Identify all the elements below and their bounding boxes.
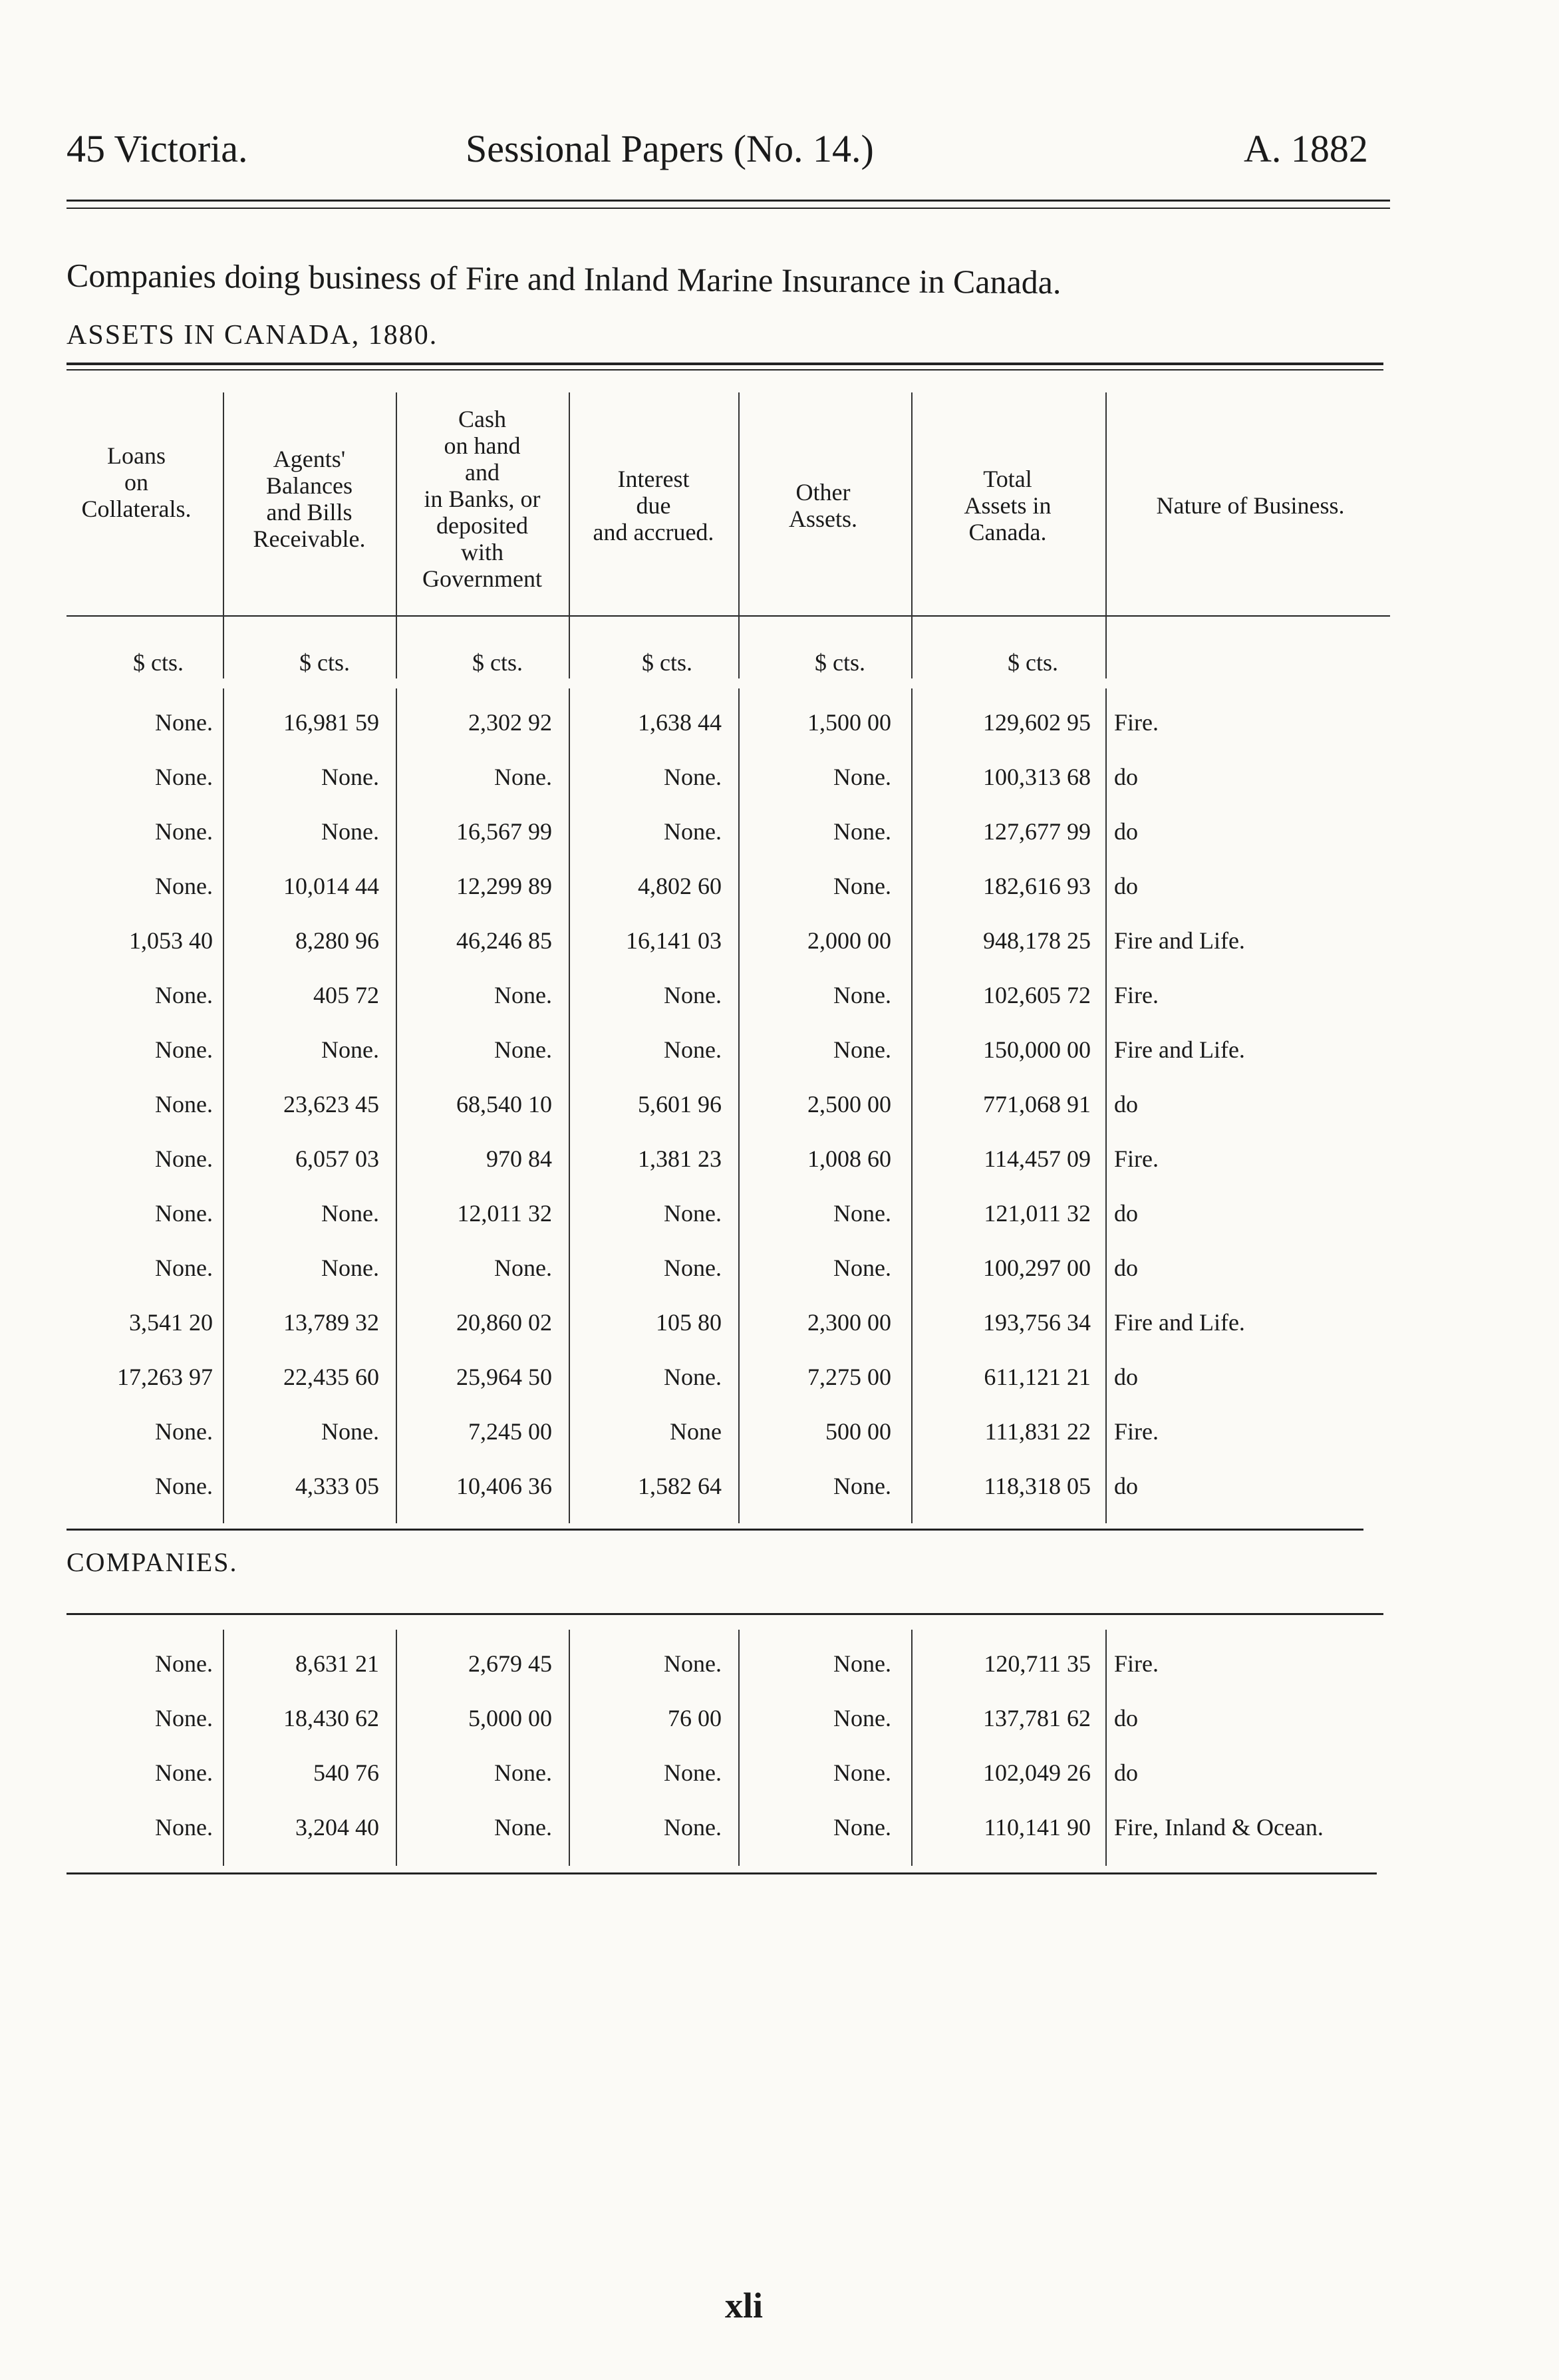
cell-nature: Fire and Life. [1114, 927, 1245, 954]
cell-other: None. [833, 1200, 891, 1227]
cell-agents: None. [321, 1255, 379, 1281]
cell-agents: 3,204 40 [295, 1814, 379, 1841]
cell-other: None. [833, 1705, 891, 1731]
column-divider [223, 1630, 224, 1866]
section2-top-rule [67, 1613, 1383, 1615]
cell-nature: do [1114, 818, 1138, 845]
cell-interest: None. [664, 1036, 722, 1063]
cell-cash: None. [494, 1036, 552, 1063]
column-divider [1105, 1630, 1107, 1866]
unit-other: $ cts. [815, 649, 865, 676]
header-column-divider [1105, 392, 1107, 678]
cell-other: None. [833, 1473, 891, 1499]
cell-nature: Fire. [1114, 982, 1159, 1008]
cell-total: 120,711 35 [984, 1650, 1091, 1677]
cell-cash: 2,302 92 [468, 709, 552, 736]
cell-agents: 13,789 32 [283, 1309, 379, 1336]
cell-loans: None. [155, 1705, 213, 1731]
header-volume: 45 Victoria. [67, 127, 248, 170]
cell-other: 2,300 00 [807, 1309, 891, 1336]
cell-interest: 16,141 03 [626, 927, 722, 954]
cell-total: 182,616 93 [983, 873, 1091, 899]
cell-other: None. [833, 873, 891, 899]
cell-loans: None. [155, 818, 213, 845]
cell-other: 1,008 60 [807, 1145, 891, 1172]
cell-total: 129,602 95 [983, 709, 1091, 736]
cell-nature: do [1114, 764, 1138, 790]
cell-cash: 12,011 32 [457, 1200, 552, 1227]
cell-loans: None. [155, 1759, 213, 1786]
cell-cash: 10,406 36 [456, 1473, 552, 1499]
table-top-rule [67, 363, 1383, 365]
cell-interest: None. [664, 1200, 722, 1227]
header-rule-2 [67, 208, 1390, 209]
cell-agents: 8,631 21 [295, 1650, 379, 1677]
header-column-divider [396, 392, 397, 678]
cell-loans: None. [155, 1650, 213, 1677]
cell-cash: 16,567 99 [456, 818, 552, 845]
cell-nature: Fire, Inland & Ocean. [1114, 1814, 1324, 1841]
cell-nature: do [1114, 1473, 1138, 1499]
header-column-divider [911, 392, 913, 678]
column-divider [396, 688, 397, 1523]
cell-total: 114,457 09 [984, 1145, 1091, 1172]
cell-loans: None. [155, 873, 213, 899]
cell-agents: 4,333 05 [295, 1473, 379, 1499]
col-header-nature: Nature of Business. [1156, 492, 1345, 519]
cell-other: 500 00 [825, 1418, 891, 1445]
cell-cash: 5,000 00 [468, 1705, 552, 1731]
cell-interest: None. [664, 1255, 722, 1281]
cell-cash: 46,246 85 [456, 927, 552, 954]
cell-other: None. [833, 982, 891, 1008]
cell-agents: None. [321, 818, 379, 845]
cell-total: 121,011 32 [984, 1200, 1091, 1227]
cell-other: None. [833, 1255, 891, 1281]
cell-loans: None. [155, 1036, 213, 1063]
col-header-other: Other Assets. [788, 479, 857, 532]
cell-nature: do [1114, 1255, 1138, 1281]
cell-agents: None. [321, 1418, 379, 1445]
cell-cash: 12,299 89 [456, 873, 552, 899]
cell-cash: 20,860 02 [456, 1309, 552, 1336]
cell-total: 111,831 22 [984, 1418, 1091, 1445]
cell-cash: None. [494, 1759, 552, 1786]
cell-cash: None. [494, 982, 552, 1008]
cell-agents: 22,435 60 [283, 1364, 379, 1390]
cell-agents: 16,981 59 [283, 709, 379, 736]
cell-nature: Fire. [1114, 1145, 1159, 1172]
cell-other: None. [833, 1650, 891, 1677]
cell-total: 127,677 99 [983, 818, 1091, 845]
cell-nature: do [1114, 1364, 1138, 1390]
cell-loans: None. [155, 1255, 213, 1281]
unit-interest: $ cts. [642, 649, 692, 676]
cell-loans: None. [155, 1473, 213, 1499]
cell-interest: 1,582 64 [638, 1473, 722, 1499]
cell-cash: 7,245 00 [468, 1418, 552, 1445]
header-column-divider [569, 392, 570, 678]
cell-other: None. [833, 764, 891, 790]
cell-interest: None. [664, 818, 722, 845]
column-divider [738, 1630, 740, 1866]
cell-nature: do [1114, 1705, 1138, 1731]
cell-interest: 4,802 60 [638, 873, 722, 899]
unit-loans: $ cts. [133, 649, 184, 676]
column-divider [738, 688, 740, 1523]
cell-cash: 2,679 45 [468, 1650, 552, 1677]
cell-agents: 6,057 03 [295, 1145, 379, 1172]
unit-total: $ cts. [1008, 649, 1058, 676]
cell-cash: 68,540 10 [456, 1091, 552, 1117]
cell-loans: None. [155, 1418, 213, 1445]
column-divider [911, 688, 913, 1523]
cell-total: 137,781 62 [983, 1705, 1091, 1731]
cell-interest: None. [664, 1759, 722, 1786]
cell-nature: Fire and Life. [1114, 1309, 1245, 1336]
cell-cash: None. [494, 1255, 552, 1281]
page-folio: xli [725, 2286, 764, 2325]
cell-agents: 405 72 [313, 982, 379, 1008]
section1-bottom-rule [67, 1529, 1363, 1531]
cell-agents: 23,623 45 [283, 1091, 379, 1117]
col-header-agents: Agents' Balances and Bills Receivable. [253, 446, 366, 552]
cell-cash: None. [494, 1814, 552, 1841]
cell-total: 611,121 21 [984, 1364, 1091, 1390]
cell-agents: None. [321, 1036, 379, 1063]
unit-cash: $ cts. [472, 649, 523, 676]
header-sessional-papers: Sessional Papers (No. 14.) [466, 127, 874, 170]
cell-agents: None. [321, 1200, 379, 1227]
cell-loans: None. [155, 1200, 213, 1227]
cell-interest: None. [664, 1814, 722, 1841]
column-divider [396, 1630, 397, 1866]
cell-interest: None [670, 1418, 722, 1445]
table-top-rule-2 [67, 369, 1383, 371]
cell-total: 102,049 26 [983, 1759, 1091, 1786]
cell-interest: None. [664, 1364, 722, 1390]
cell-other: None. [833, 1036, 891, 1063]
cell-nature: do [1114, 1200, 1138, 1227]
cell-agents: 10,014 44 [283, 873, 379, 899]
cell-other: 2,000 00 [807, 927, 891, 954]
section2-label: COMPANIES. [67, 1547, 238, 1577]
cell-cash: 970 84 [486, 1145, 552, 1172]
cell-loans: 1,053 40 [129, 927, 213, 954]
col-header-total: Total Assets in Canada. [964, 466, 1052, 545]
cell-interest: None. [664, 982, 722, 1008]
cell-agents: 8,280 96 [295, 927, 379, 954]
cell-other: None. [833, 818, 891, 845]
col-header-loans: Loans on Collaterals. [81, 442, 192, 522]
cell-nature: Fire. [1114, 1418, 1159, 1445]
cell-loans: 3,541 20 [129, 1309, 213, 1336]
header-rule [67, 200, 1390, 202]
cell-total: 100,313 68 [983, 764, 1091, 790]
cell-other: None. [833, 1759, 891, 1786]
column-divider [911, 1630, 913, 1866]
cell-loans: None. [155, 1091, 213, 1117]
cell-interest: 1,381 23 [638, 1145, 722, 1172]
cell-other: 7,275 00 [807, 1364, 891, 1390]
table-subtitle: ASSETS IN CANADA, 1880. [67, 320, 438, 351]
unit-agents: $ cts. [299, 649, 350, 676]
cell-interest: 76 00 [668, 1705, 722, 1731]
cell-loans: None. [155, 709, 213, 736]
col-header-cash: Cash on hand and in Banks, or deposited with Government [422, 406, 542, 592]
cell-nature: Fire and Life. [1114, 1036, 1245, 1063]
cell-nature: Fire. [1114, 1650, 1159, 1677]
cell-nature: do [1114, 1091, 1138, 1117]
header-column-divider [738, 392, 740, 678]
cell-total: 771,068 91 [983, 1091, 1091, 1117]
cell-loans: None. [155, 1814, 213, 1841]
cell-nature: do [1114, 1759, 1138, 1786]
column-divider [569, 1630, 570, 1866]
column-divider [569, 688, 570, 1523]
cell-other: 1,500 00 [807, 709, 891, 736]
cell-cash: 25,964 50 [456, 1364, 552, 1390]
cell-other: 2,500 00 [807, 1091, 891, 1117]
cell-interest: 105 80 [656, 1309, 722, 1336]
header-column-divider [223, 392, 224, 678]
cell-interest: None. [664, 764, 722, 790]
header-bottom-rule [67, 615, 1390, 617]
cell-agents: None. [321, 764, 379, 790]
cell-interest: None. [664, 1650, 722, 1677]
cell-total: 948,178 25 [983, 927, 1091, 954]
cell-other: None. [833, 1814, 891, 1841]
cell-interest: 5,601 96 [638, 1091, 722, 1117]
cell-loans: None. [155, 764, 213, 790]
cell-loans: 17,263 97 [117, 1364, 213, 1390]
cell-total: 100,297 00 [983, 1255, 1091, 1281]
cell-agents: 540 76 [313, 1759, 379, 1786]
cell-total: 193,756 34 [983, 1309, 1091, 1336]
column-divider [223, 688, 224, 1523]
col-header-interest: Interest due and accrued. [593, 466, 714, 545]
cell-total: 102,605 72 [983, 982, 1091, 1008]
cell-total: 118,318 05 [984, 1473, 1091, 1499]
cell-total: 110,141 90 [984, 1814, 1091, 1841]
section2-bottom-rule [67, 1872, 1377, 1874]
cell-total: 150,000 00 [983, 1036, 1091, 1063]
table-title: Companies doing business of Fire and Inland Marine Insurance in Canada. [66, 256, 1062, 301]
cell-cash: None. [494, 764, 552, 790]
cell-loans: None. [155, 982, 213, 1008]
cell-nature: Fire. [1114, 709, 1159, 736]
cell-nature: do [1114, 873, 1138, 899]
cell-agents: 18,430 62 [283, 1705, 379, 1731]
column-divider [1105, 688, 1107, 1523]
cell-loans: None. [155, 1145, 213, 1172]
cell-interest: 1,638 44 [638, 709, 722, 736]
header-year: A. 1882 [1244, 127, 1368, 170]
